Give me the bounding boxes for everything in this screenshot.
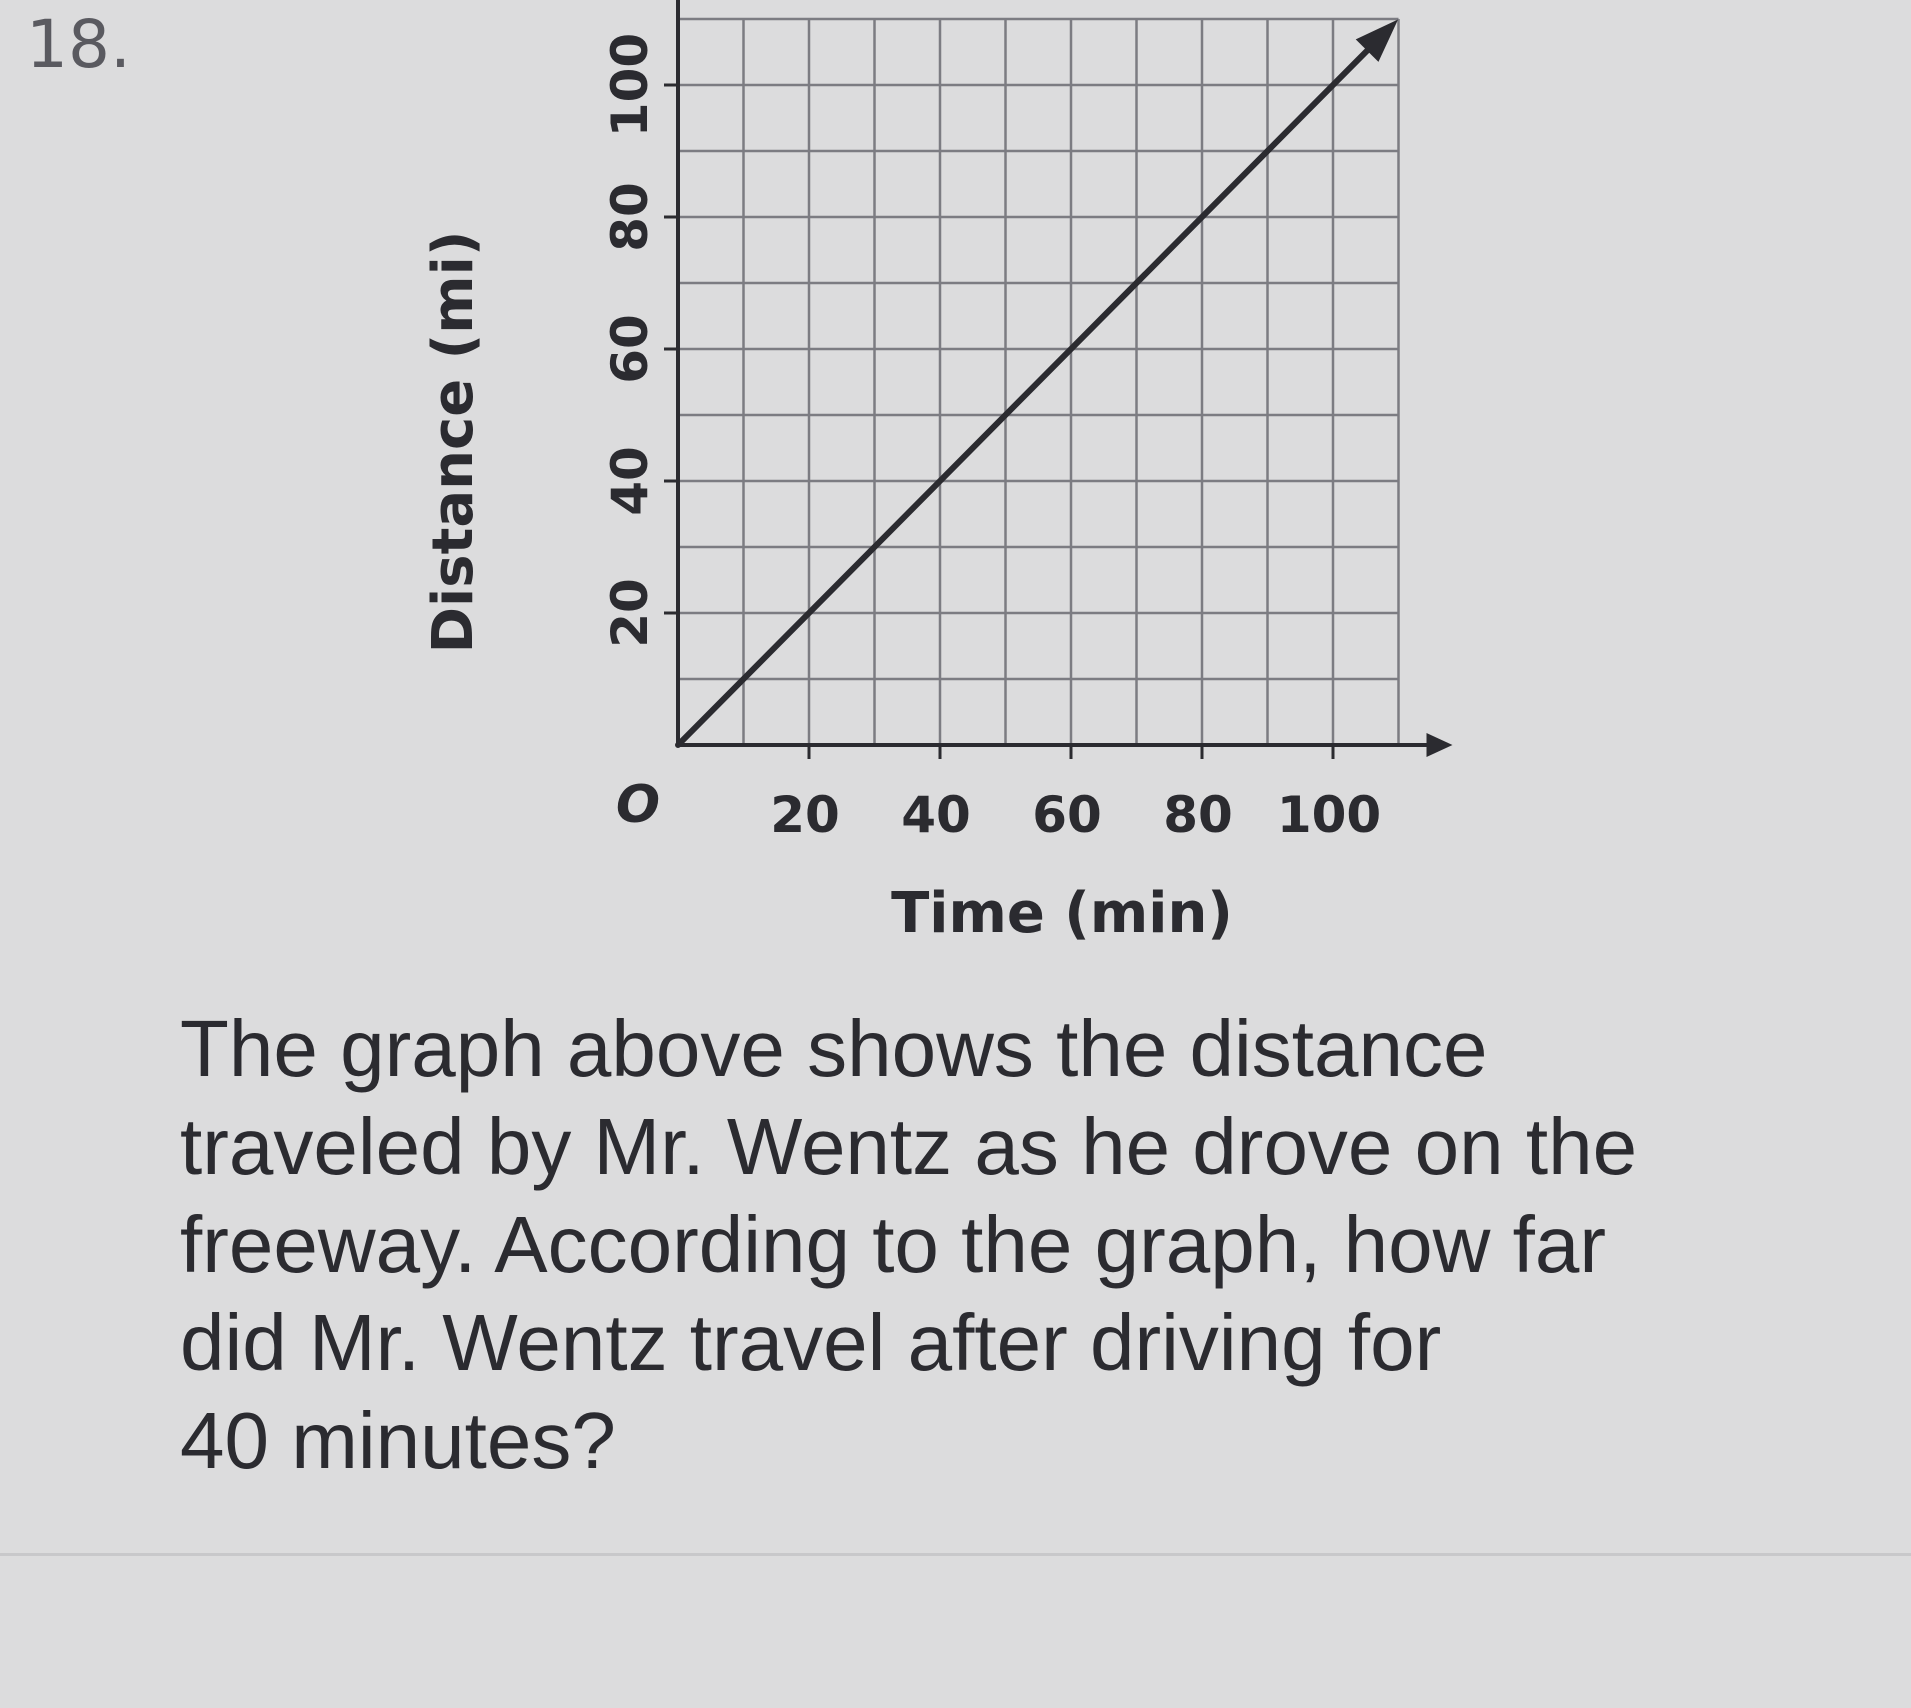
question-line: The graph above shows the distance — [180, 1004, 1488, 1093]
y-tick-label: 20 — [601, 578, 659, 648]
y-tick-label: 60 — [601, 314, 659, 384]
origin-label: O — [615, 775, 661, 835]
problem-number: 18. — [26, 6, 131, 83]
y-tick-label: 40 — [601, 446, 659, 516]
x-axis-arrowhead — [1427, 733, 1453, 757]
question-line: traveled by Mr. Wentz as he drove on the — [180, 1102, 1638, 1191]
x-tick-label: 60 — [1032, 786, 1102, 844]
question-line: 40 minutes? — [180, 1396, 616, 1485]
x-axis-label: Time (min) — [891, 881, 1233, 946]
question-text — [180, 1000, 1840, 1490]
x-tick-label: 20 — [770, 786, 840, 844]
y-axis-label: Distance (mi) — [421, 230, 486, 654]
series-line — [678, 32, 1385, 745]
data-series — [678, 19, 1398, 745]
x-tick-label: 100 — [1276, 786, 1382, 844]
y-tick-label: 100 — [601, 32, 659, 138]
x-tick-label: 40 — [901, 786, 971, 844]
x-tick-label: 80 — [1163, 786, 1233, 844]
y-tick-label: 80 — [601, 182, 659, 252]
question-line: did Mr. Wentz travel after driving for — [180, 1298, 1442, 1387]
divider — [0, 1553, 1911, 1556]
question-line: freeway. According to the graph, how far — [180, 1200, 1606, 1289]
